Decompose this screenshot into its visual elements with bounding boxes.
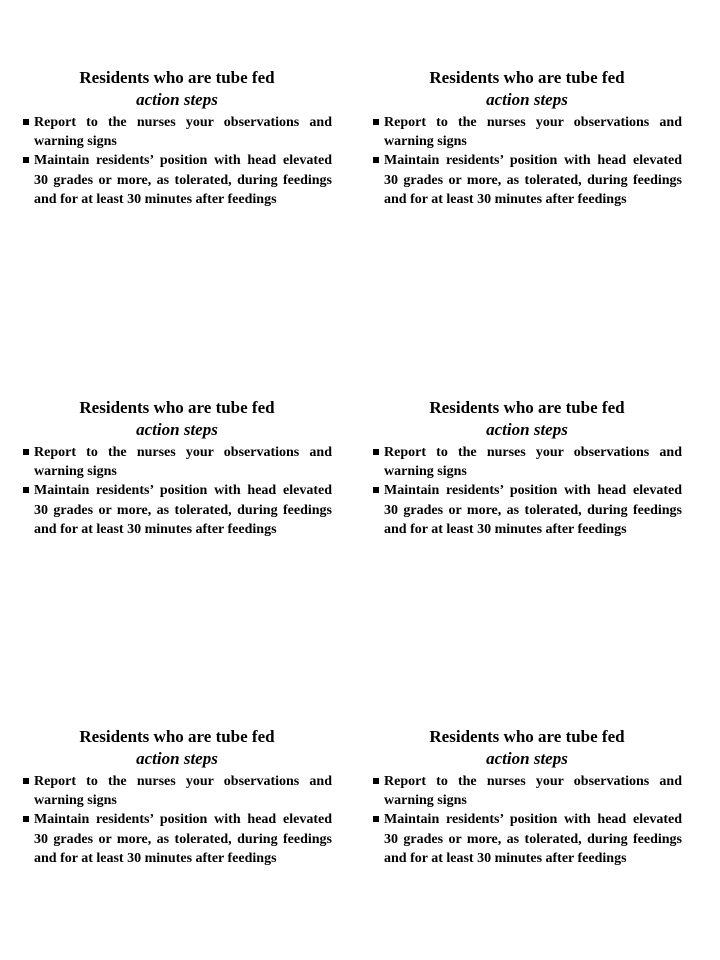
square-bullet-icon: [23, 119, 29, 125]
card-subtitle: action steps: [486, 420, 568, 439]
action-step-text: Report to the nurses your observations and warning signs: [384, 445, 682, 480]
action-step: [22, 810, 332, 868]
action-step-text: Maintain residents’ position with head elevated 30 grades or more, as tolerated, during feedings and for at least 30 minutes after feedings: [384, 153, 682, 207]
action-step: [22, 481, 332, 539]
square-bullet-icon: [23, 816, 29, 822]
action-step: [372, 151, 682, 209]
square-bullet-icon: [373, 119, 379, 125]
card-title: Residents who are tube fed: [79, 398, 275, 417]
action-step: [22, 772, 332, 810]
action-step-text: Maintain residents’ position with head elevated 30 grades or more, as tolerated, during feedings and for at least 30 minutes after feedings: [34, 483, 332, 537]
card-title: Residents who are tube fed: [429, 68, 625, 87]
square-bullet-icon: [23, 487, 29, 493]
action-steps-list: [372, 772, 682, 868]
card-title: Residents who are tube fed: [79, 727, 275, 746]
action-steps-list: [372, 443, 682, 539]
action-step-text: Maintain residents’ position with head elevated 30 grades or more, as tolerated, during feedings and for at least 30 minutes after feedings: [384, 483, 682, 537]
square-bullet-icon: [373, 157, 379, 163]
card-title: Residents who are tube fed: [429, 398, 625, 417]
action-step-text: Report to the nurses your observations and warning signs: [34, 774, 332, 809]
action-step-text: Report to the nurses your observations and warning signs: [384, 115, 682, 150]
action-steps-list: [22, 113, 332, 209]
card-4: [372, 397, 682, 539]
card-6: [372, 726, 682, 868]
action-step-text: Report to the nurses your observations and warning signs: [34, 115, 332, 150]
square-bullet-icon: [373, 449, 379, 455]
card-3: [22, 397, 332, 539]
card-2: [372, 67, 682, 209]
action-step: [22, 443, 332, 481]
action-step-text: Report to the nurses your observations and warning signs: [384, 774, 682, 809]
action-steps-list: [22, 772, 332, 868]
action-step: [22, 151, 332, 209]
card-subtitle: action steps: [136, 420, 218, 439]
action-step: [372, 481, 682, 539]
square-bullet-icon: [23, 449, 29, 455]
card-title: Residents who are tube fed: [429, 727, 625, 746]
square-bullet-icon: [373, 487, 379, 493]
action-step-text: Maintain residents’ position with head elevated 30 grades or more, as tolerated, during feedings and for at least 30 minutes after feedings: [34, 812, 332, 866]
action-step-text: Maintain residents’ position with head elevated 30 grades or more, as tolerated, during feedings and for at least 30 minutes after feedings: [384, 812, 682, 866]
action-step: [22, 113, 332, 151]
card-subtitle: action steps: [486, 749, 568, 768]
action-steps-list: [22, 443, 332, 539]
card-5: [22, 726, 332, 868]
square-bullet-icon: [373, 778, 379, 784]
square-bullet-icon: [23, 778, 29, 784]
card-subtitle: action steps: [136, 749, 218, 768]
square-bullet-icon: [23, 157, 29, 163]
card-title: Residents who are tube fed: [79, 68, 275, 87]
card-subtitle: action steps: [486, 90, 568, 109]
action-step: [372, 113, 682, 151]
action-step-text: Report to the nurses your observations and warning signs: [34, 445, 332, 480]
action-step: [372, 443, 682, 481]
square-bullet-icon: [373, 816, 379, 822]
action-step-text: Maintain residents’ position with head elevated 30 grades or more, as tolerated, during feedings and for at least 30 minutes after feedings: [34, 153, 332, 207]
card-subtitle: action steps: [136, 90, 218, 109]
action-steps-list: [372, 113, 682, 209]
action-step: [372, 772, 682, 810]
card-1: [22, 67, 332, 209]
action-step: [372, 810, 682, 868]
